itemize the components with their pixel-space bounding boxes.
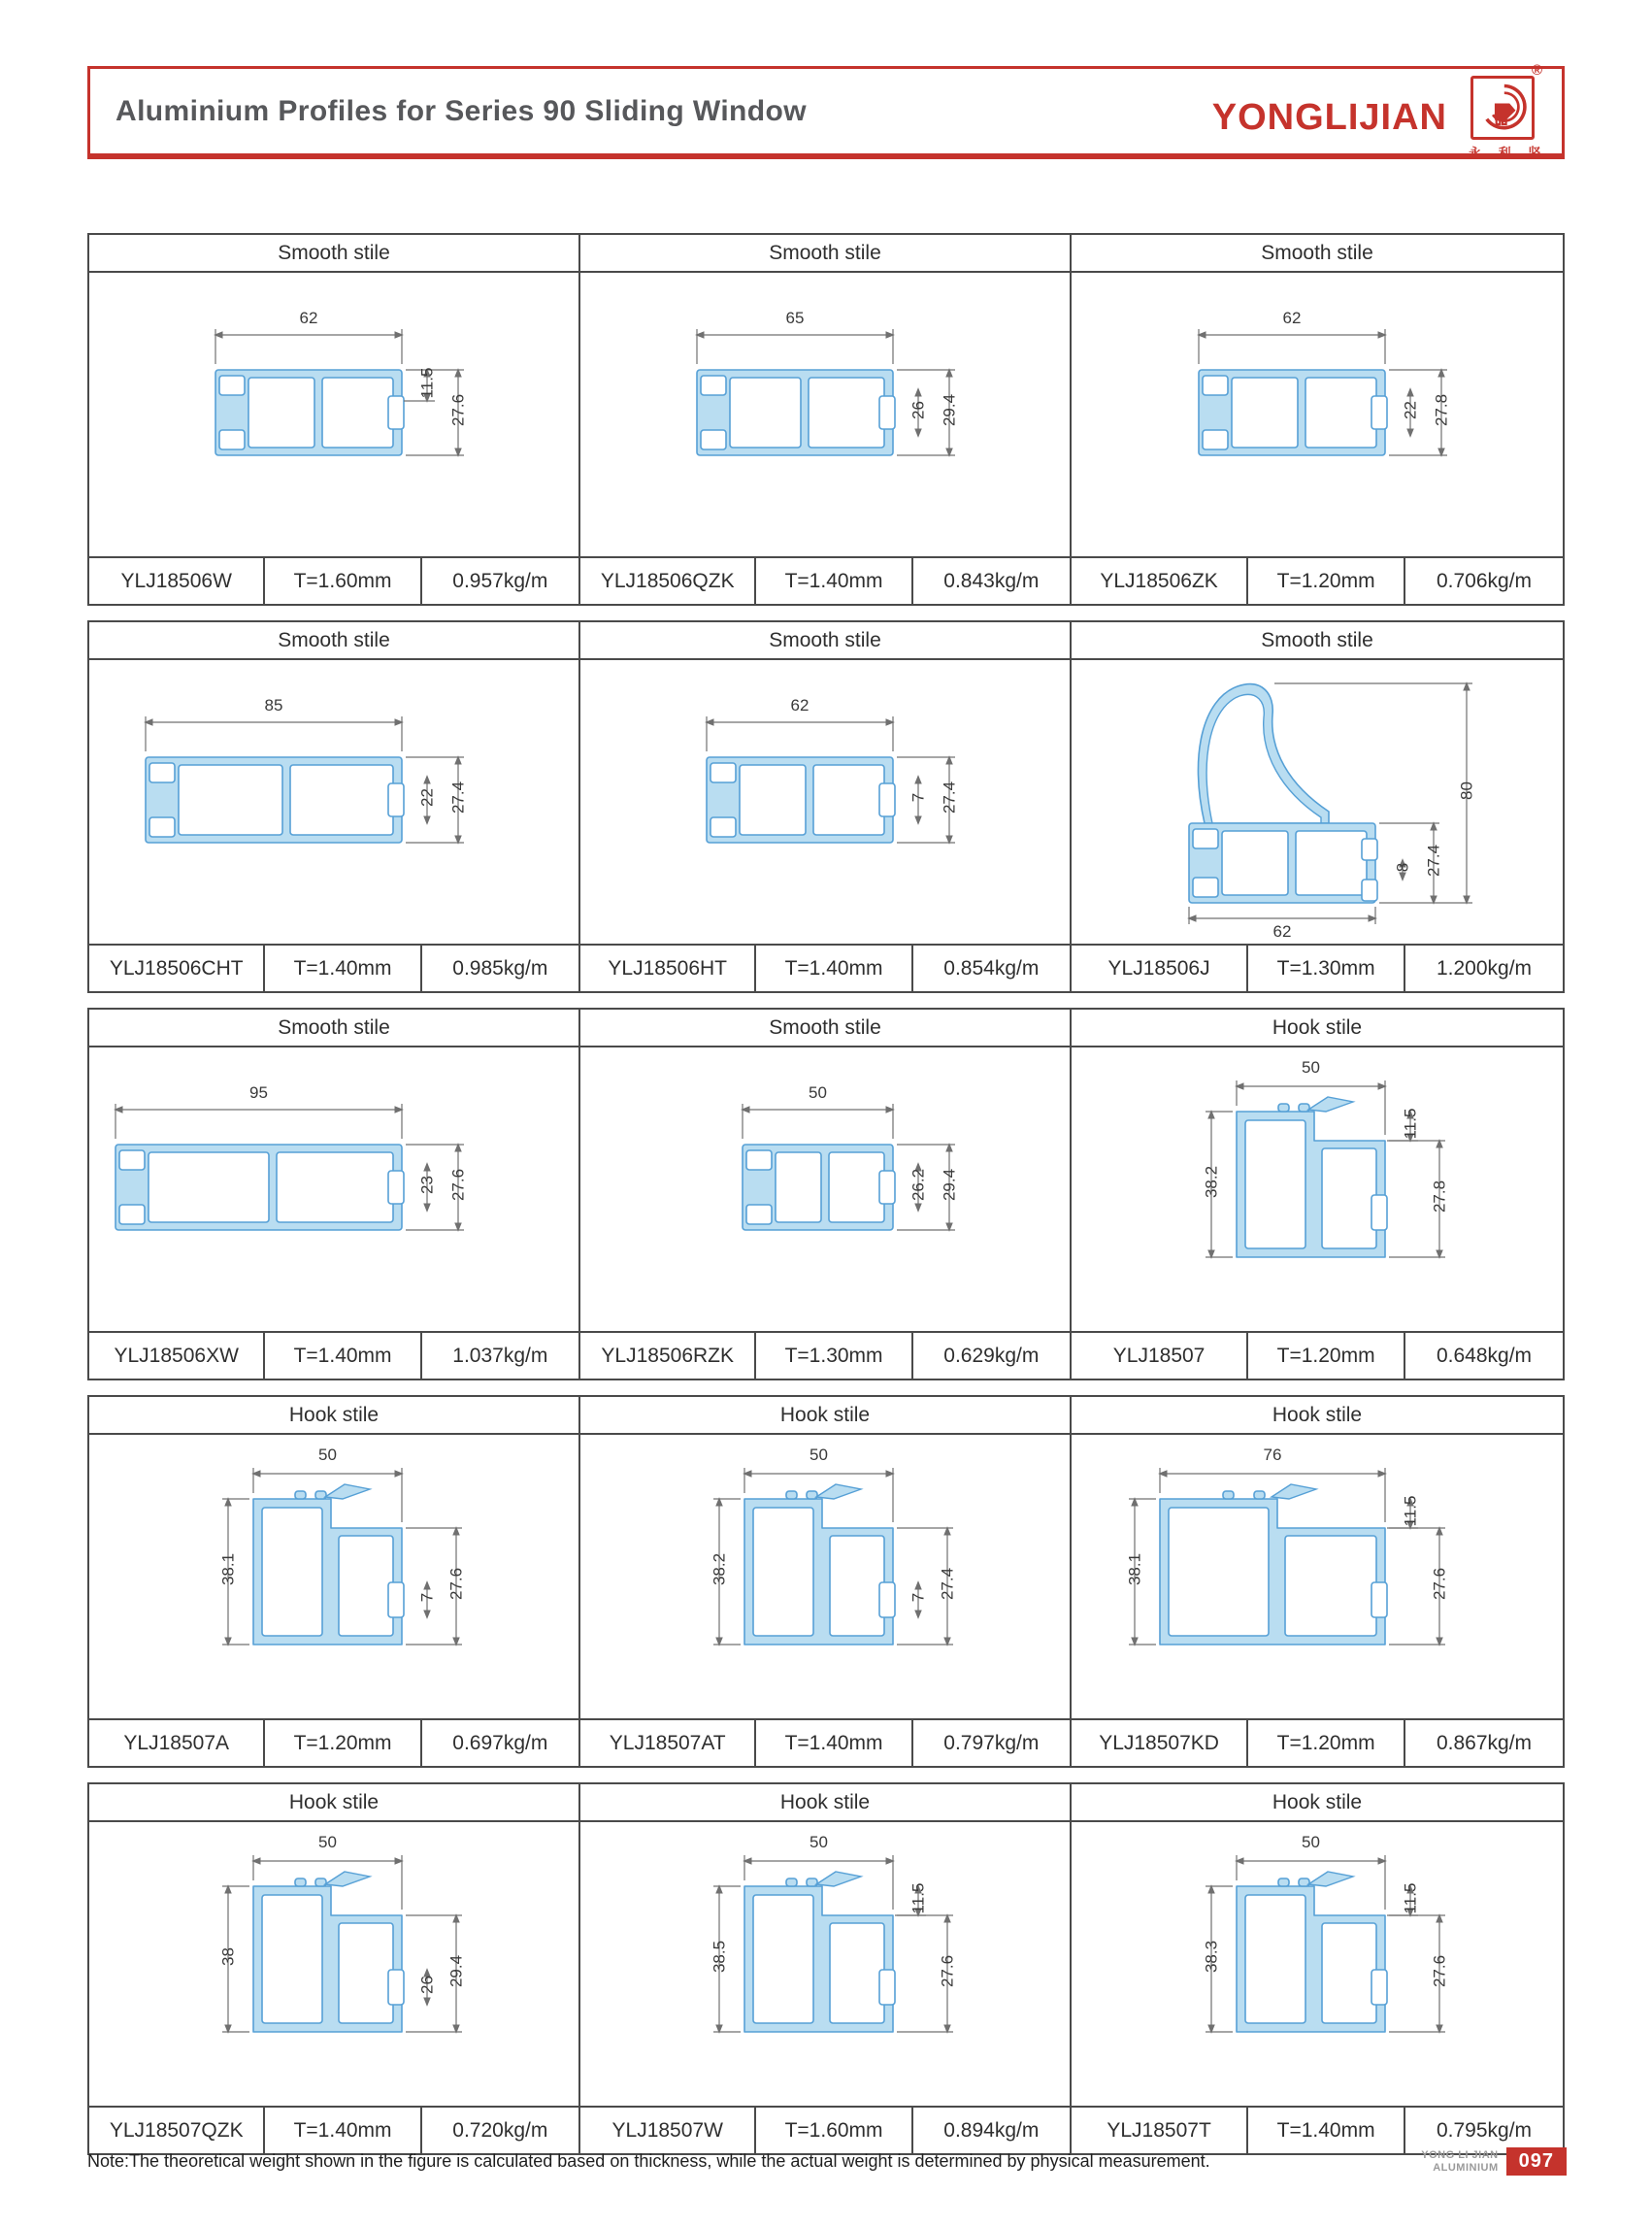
thickness-label: T=1.20mm xyxy=(1248,558,1405,604)
profile-cross-section-drawing xyxy=(1094,1822,1540,2106)
dim-label-outer-right: 27.6 xyxy=(448,393,468,427)
brand-emblem-icon xyxy=(1470,76,1535,140)
stile-type-header xyxy=(580,1010,1070,1047)
dim-label-width: 50 xyxy=(809,1833,828,1851)
stile-type-header xyxy=(580,1397,1070,1435)
model-label: YLJ18507QZK xyxy=(89,2108,265,2153)
stile-type-header xyxy=(1072,622,1563,660)
thickness-label: T=1.20mm xyxy=(1248,1720,1405,1766)
dim-label-top-right: 11.5 xyxy=(1401,1108,1420,1140)
dim-label-inner-right: 7 xyxy=(417,1592,437,1603)
stile-type-label: Smooth stile xyxy=(1261,628,1373,651)
dim-label-inner-right: 22 xyxy=(1401,401,1420,419)
thickness-label: T=1.60mm xyxy=(265,558,421,604)
dim-label-width: 50 xyxy=(809,1446,828,1464)
dim-label-outer-right: 27.4 xyxy=(938,1567,957,1601)
profile-spec-row xyxy=(580,2106,1070,2153)
dim-label-notch-gap: 8 xyxy=(1393,862,1412,873)
dim-label-outer-right: 27.6 xyxy=(448,1168,468,1202)
profile-spec-row xyxy=(89,944,578,991)
profile-cell xyxy=(89,1010,580,1379)
thickness-label: T=1.40mm xyxy=(265,1333,421,1379)
profile-spec-row xyxy=(89,556,578,604)
stile-type-label: Smooth stile xyxy=(278,628,390,651)
stile-type-label: Smooth stile xyxy=(1261,241,1373,264)
profile-spec-row xyxy=(580,944,1070,991)
profile-cross-section-drawing xyxy=(1094,1047,1540,1331)
profile-cell xyxy=(580,1397,1072,1766)
profile-row xyxy=(87,1782,1565,2155)
thickness-label: T=1.40mm xyxy=(756,558,912,604)
stile-type-header xyxy=(580,235,1070,273)
dim-label-top-right: 11.5 xyxy=(1401,1882,1420,1914)
dim-label-width: 76 xyxy=(1263,1446,1282,1464)
profile-spec-row xyxy=(1072,944,1563,991)
dim-label-height: 38.5 xyxy=(710,1940,729,1974)
weight-label: 0.720kg/m xyxy=(452,2118,548,2142)
dim-label-inner-right: 26 xyxy=(417,1976,437,1994)
profile-cross-section-drawing xyxy=(111,1435,557,1718)
profile-drawing-area xyxy=(1072,1047,1563,1331)
dim-label-height: 38.1 xyxy=(1125,1552,1144,1586)
dim-label-width: 62 xyxy=(790,696,809,715)
brand-logo xyxy=(1211,61,1548,161)
stile-type-header xyxy=(89,1010,578,1047)
dim-label-bottom-width: 62 xyxy=(1272,922,1292,941)
dim-label-width: 50 xyxy=(318,1446,337,1464)
dim-label-outer-right: 80 xyxy=(1457,781,1476,800)
dim-label-width: 62 xyxy=(299,309,318,327)
profile-drawing-area xyxy=(580,1822,1070,2106)
weight-label: 1.200kg/m xyxy=(1436,956,1533,980)
dim-label-outer-right: 27.6 xyxy=(1430,1567,1449,1601)
profile-cell xyxy=(1072,1784,1563,2153)
dim-label-inner-right: 26.2 xyxy=(909,1168,928,1202)
profile-drawing-area xyxy=(89,1435,578,1718)
profile-spec-row xyxy=(89,1331,578,1379)
model-label: YLJ18506QZK xyxy=(580,558,756,604)
profiles-table xyxy=(87,233,1565,2170)
profile-cross-section-drawing xyxy=(602,1435,1048,1718)
stile-type-header xyxy=(1072,1397,1563,1435)
stile-type-header xyxy=(89,1784,578,1822)
profile-cell xyxy=(89,622,580,991)
dim-label-inner-right: 23 xyxy=(417,1176,437,1194)
profile-spec-row xyxy=(89,1718,578,1766)
dim-label-width: 50 xyxy=(318,1833,337,1851)
model-label: YLJ18507KD xyxy=(1072,1720,1248,1766)
dim-label-inner-right: 22 xyxy=(417,788,437,807)
stile-type-header xyxy=(580,622,1070,660)
dim-label-outer-right: 29.4 xyxy=(940,393,959,427)
page-footer xyxy=(87,2148,1567,2176)
weight-label: 0.957kg/m xyxy=(452,569,548,592)
profile-spec-row xyxy=(1072,2106,1563,2153)
thickness-label: T=1.60mm xyxy=(756,2108,912,2153)
dim-label-outer-right: 29.4 xyxy=(940,1168,959,1202)
profile-spec-row xyxy=(1072,556,1563,604)
thickness-label: T=1.40mm xyxy=(265,946,421,991)
model-label: YLJ18506CHT xyxy=(89,946,265,991)
dim-label-outer-right: 27.4 xyxy=(940,781,959,814)
dim-label-height: 38.2 xyxy=(1202,1165,1221,1199)
dim-label-top-right: 11.5 xyxy=(417,367,437,399)
profile-drawing-area xyxy=(1072,1822,1563,2106)
brand-name-chinese: 永 利 坚 xyxy=(1469,145,1548,160)
dim-label-width: 85 xyxy=(264,696,283,715)
thickness-label: T=1.30mm xyxy=(756,1333,912,1379)
stile-type-header xyxy=(89,235,578,273)
profile-drawing-area xyxy=(580,1047,1070,1331)
thickness-label: T=1.40mm xyxy=(756,946,912,991)
thickness-label: T=1.40mm xyxy=(1248,2108,1405,2153)
dim-label-outer-right: 29.4 xyxy=(446,1954,466,1988)
model-label: YLJ18506XW xyxy=(89,1333,265,1379)
profile-cell xyxy=(89,1397,580,1766)
dim-label-inner-right: 7 xyxy=(909,1592,928,1603)
dim-label-width: 62 xyxy=(1282,309,1302,327)
profile-drawing-area xyxy=(89,1822,578,2106)
brand-logo-mark xyxy=(1469,61,1548,161)
dim-label-outer-right: 27.6 xyxy=(446,1567,466,1601)
profile-drawing-area xyxy=(1072,1435,1563,1718)
weight-label: 0.894kg/m xyxy=(943,2118,1040,2142)
profile-drawing-area xyxy=(1072,273,1563,556)
model-label: YLJ18506ZK xyxy=(1072,558,1248,604)
profile-drawing-area xyxy=(580,1435,1070,1718)
model-label: YLJ18507T xyxy=(1072,2108,1248,2153)
stile-type-header xyxy=(89,622,578,660)
model-label: YLJ18507A xyxy=(89,1720,265,1766)
stile-type-header xyxy=(580,1784,1070,1822)
registered-trademark-icon: ® xyxy=(1531,61,1542,79)
stile-type-label: Smooth stile xyxy=(278,1015,390,1039)
profile-cell xyxy=(580,622,1072,991)
dim-label-top-right: 11.5 xyxy=(909,1882,928,1914)
stile-type-header xyxy=(1072,1010,1563,1047)
thickness-label: T=1.40mm xyxy=(265,2108,421,2153)
thickness-label: T=1.40mm xyxy=(756,1720,912,1766)
dim-label-width: 50 xyxy=(809,1083,827,1102)
profile-cell xyxy=(580,1010,1072,1379)
profile-cell xyxy=(580,235,1072,604)
weight-label: 0.706kg/m xyxy=(1436,569,1533,592)
dim-label-outer-right: 27.4 xyxy=(448,781,468,814)
profile-spec-row xyxy=(580,556,1070,604)
profile-drawing-area xyxy=(580,273,1070,556)
profile-cell xyxy=(89,235,580,604)
dim-label-outer-right: 27.6 xyxy=(1430,1954,1449,1988)
stile-type-label: Hook stile xyxy=(779,1790,871,1813)
weight-label: 0.867kg/m xyxy=(1436,1731,1533,1754)
weight-label: 0.797kg/m xyxy=(943,1731,1040,1754)
weight-label: 1.037kg/m xyxy=(452,1344,548,1367)
model-label: YLJ18507AT xyxy=(580,1720,756,1766)
profile-cell xyxy=(1072,1397,1563,1766)
model-label: YLJ18507W xyxy=(580,2108,756,2153)
stile-type-label: Smooth stile xyxy=(769,1015,881,1039)
thickness-label: T=1.20mm xyxy=(265,1720,421,1766)
profile-drawing-area xyxy=(580,660,1070,944)
profile-cross-section-drawing xyxy=(1094,1435,1540,1718)
stile-type-label: Hook stile xyxy=(1272,1015,1363,1039)
profile-spec-row xyxy=(1072,1718,1563,1766)
profile-drawing-area xyxy=(1072,660,1563,944)
stile-type-header xyxy=(1072,235,1563,273)
stile-type-header xyxy=(89,1397,578,1435)
weight-label: 0.854kg/m xyxy=(943,956,1040,980)
profile-row xyxy=(87,1008,1565,1380)
dim-label-inner-right: 7 xyxy=(909,792,928,803)
model-label: YLJ18506J xyxy=(1072,946,1248,991)
dim-label-outer-right: 27.8 xyxy=(1432,393,1451,427)
profile-row xyxy=(87,233,1565,606)
weight-label: 0.795kg/m xyxy=(1436,2118,1533,2142)
profile-row xyxy=(87,1395,1565,1768)
stile-type-label: Hook stile xyxy=(288,1403,380,1426)
dim-label-inner-right: 26 xyxy=(909,401,928,419)
profile-cell xyxy=(1072,1010,1563,1379)
profile-cell xyxy=(89,1784,580,2153)
page-title: Aluminium Profiles for Series 90 Sliding Window xyxy=(116,94,807,127)
dim-label-width: 50 xyxy=(1302,1833,1320,1851)
model-label: YLJ18507 xyxy=(1072,1333,1248,1379)
dim-label-height: 38 xyxy=(218,1947,238,1966)
profile-spec-row xyxy=(89,2106,578,2153)
footer-brand-line1: YONG LI JIAN xyxy=(1421,2148,1499,2161)
dim-label-outer-right: 27.6 xyxy=(938,1954,957,1988)
profile-cell xyxy=(580,1784,1072,2153)
page-number: 097 xyxy=(1506,2147,1567,2176)
model-label: YLJ18506W xyxy=(89,558,265,604)
profile-drawing-area xyxy=(89,660,578,944)
stile-type-label: Hook stile xyxy=(288,1790,380,1813)
profile-spec-row xyxy=(1072,1331,1563,1379)
stile-type-header xyxy=(1072,1784,1563,1822)
page-marker xyxy=(1421,2147,1567,2176)
dim-label-width: 50 xyxy=(1302,1058,1320,1077)
weight-label: 0.843kg/m xyxy=(943,569,1040,592)
dim-label-inner-right: 27.4 xyxy=(1424,844,1443,878)
weight-note: Note:The theoretical weight shown in the figure is calculated based on thickness, while the actual weight is determined by physical measurement. xyxy=(87,2151,1210,2171)
profile-cross-section-drawing xyxy=(111,1822,557,2106)
stile-type-label: Hook stile xyxy=(1272,1403,1363,1426)
stile-type-label: Smooth stile xyxy=(278,241,390,264)
profile-drawing-area xyxy=(89,273,578,556)
profile-cell xyxy=(1072,235,1563,604)
page-header xyxy=(87,61,1565,160)
dim-label-height: 38.3 xyxy=(1202,1940,1221,1974)
weight-label: 0.629kg/m xyxy=(943,1344,1040,1367)
dim-label-height: 38.2 xyxy=(710,1552,729,1586)
model-label: YLJ18506HT xyxy=(580,946,756,991)
dim-label-height: 38.1 xyxy=(218,1552,238,1586)
thickness-label: T=1.30mm xyxy=(1248,946,1405,991)
profile-cross-section-drawing xyxy=(602,1822,1048,2106)
profile-row xyxy=(87,620,1565,993)
stile-type-label: Hook stile xyxy=(1272,1790,1363,1813)
weight-label: 0.697kg/m xyxy=(452,1731,548,1754)
profile-drawing-area xyxy=(89,1047,578,1331)
model-label: YLJ18506RZK xyxy=(580,1333,756,1379)
profile-spec-row xyxy=(580,1331,1070,1379)
weight-label: 0.985kg/m xyxy=(452,956,548,980)
stile-type-label: Smooth stile xyxy=(769,241,881,264)
dim-label-width: 95 xyxy=(249,1083,268,1102)
profile-spec-row xyxy=(580,1718,1070,1766)
dim-label-outer-right: 27.8 xyxy=(1430,1180,1449,1213)
stile-type-label: Smooth stile xyxy=(769,628,881,651)
footer-brand-line2: ALUMINIUM xyxy=(1433,2161,1499,2174)
dim-label-width: 65 xyxy=(785,309,805,327)
weight-label: 0.648kg/m xyxy=(1436,1344,1533,1367)
brand-name: YONGLIJIAN xyxy=(1211,97,1447,138)
footer-brand xyxy=(1421,2149,1498,2174)
stile-type-label: Hook stile xyxy=(779,1403,871,1426)
thickness-label: T=1.20mm xyxy=(1248,1333,1405,1379)
profile-cell xyxy=(1072,622,1563,991)
dim-label-top-right: 11.5 xyxy=(1401,1495,1420,1527)
